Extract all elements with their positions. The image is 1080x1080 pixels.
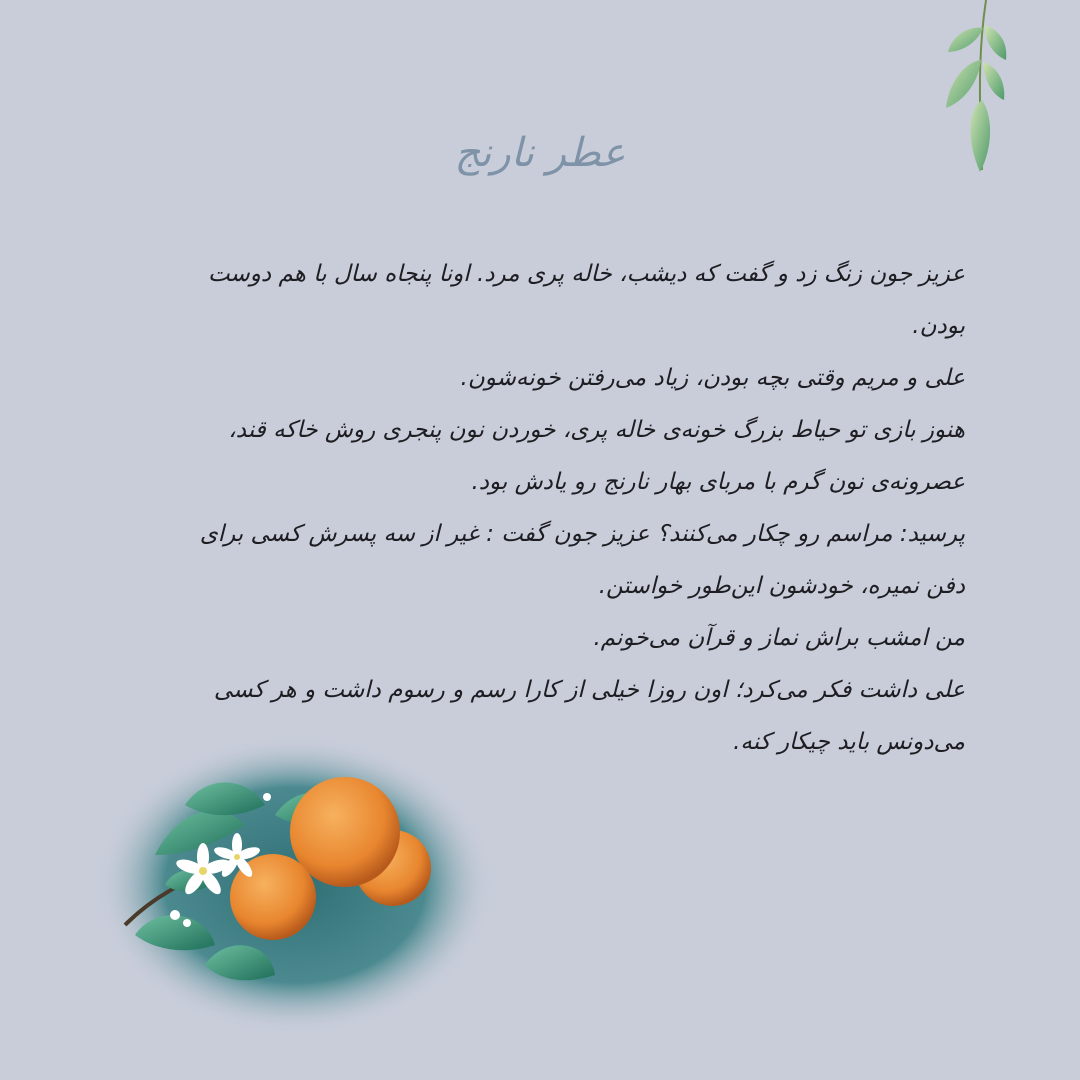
paragraph: من امشب براش نماز و قرآن می‌خونم. (593, 625, 965, 651)
story-title: عطر نارنج (454, 130, 626, 176)
leaf-sprig-icon (920, 0, 1030, 180)
story-body (160, 248, 965, 768)
paragraph: علی و مریم وقتی بچه بودن، زیاد می‌رفتن خونه‌شون. (460, 365, 965, 391)
paragraph: عزیز جون زنگ زد و گفت که دیشب، خاله پری مرد. اونا پنجاه سال با هم دوست بودن. (207, 261, 965, 339)
paragraph: علی داشت فکر می‌کرد؛ اون روزا خیلی از کارا رسم و رسوم داشت و هر کسی می‌دونس باید چیکار کنه. (213, 677, 965, 755)
bitter-orange-branch-illustration (95, 735, 495, 1035)
paragraph: پرسید: مراسم رو چکار می‌کنند؟ عزیز جون گفت : غیر از سه پسرش کسی برای دفن نمیره، خودشون این‌طور خواستن. (199, 521, 965, 599)
paragraph: هنوز بازی تو حیاط بزرگ خونه‌ی خاله پری، خوردن نون پنجری روش خاکه قند، عصرونه‌ی نون گرم با مربای بهار نارنج رو یادش بود. (228, 417, 965, 495)
